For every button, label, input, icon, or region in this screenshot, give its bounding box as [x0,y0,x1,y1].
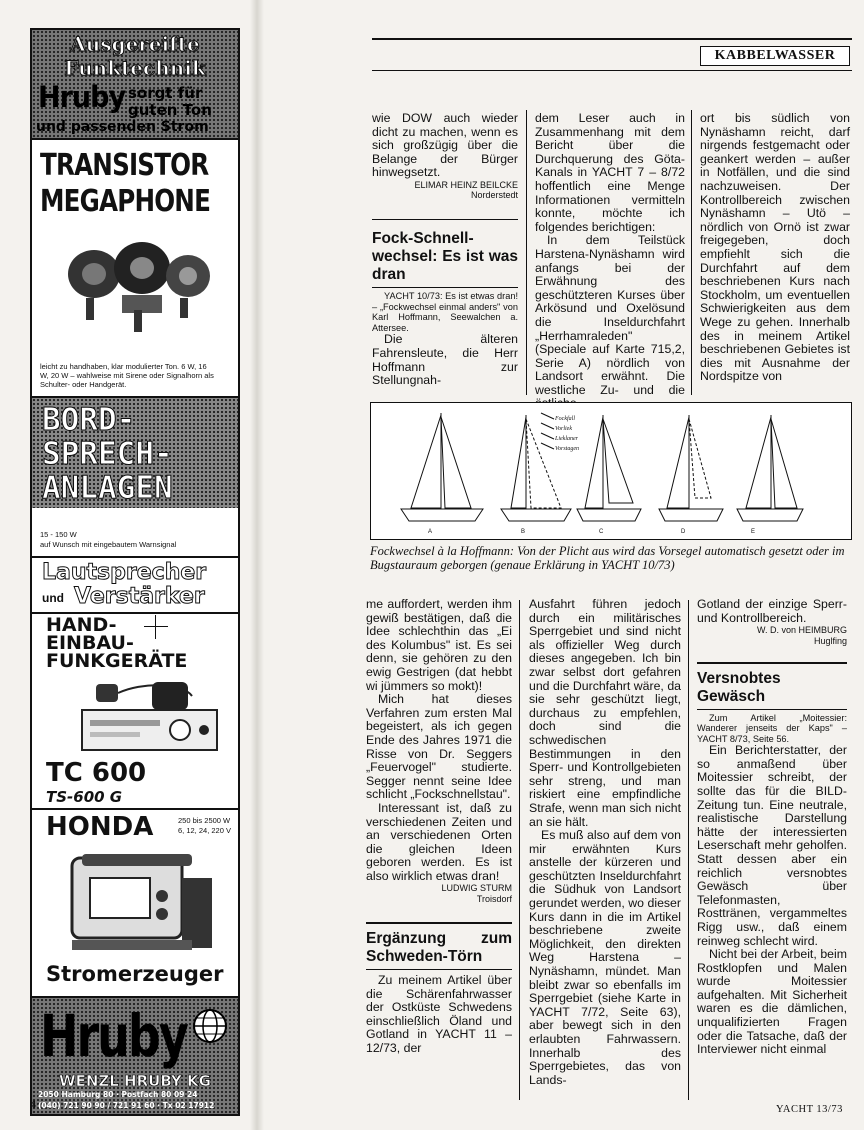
col4-headline-rule [366,922,512,924]
header-rule [372,38,852,40]
column-3 [700,112,850,384]
honda-spec-1: 250 bis 2500 W [178,816,231,825]
funk-title-3: FUNKGERÄTE [46,650,188,672]
ad-heading-line-1: Ausgereifte [70,32,200,56]
col4-paragraph-1: me auffordert, werden ihm gewiß bestätigen, daß die Idee schlechthin das „Ei des Kolumbus" ist. Es sei denn, sie gehören zu den ewig Gestrigen (dat hebbt wi jümmers so mokt)! [366,597,512,693]
ad-megaphone-section [32,138,238,396]
col6-paragraph-3: Nicht bei der Arbeit, beim Rostklopfen und Malen wurde Moitessier aufgehalten. Mit Sicherheit waren es die dämlichen, unqualifizierten Fragen oder die Tatsache, daß der Interviewer nicht einmal [697,947,847,1057]
col4-signature-name: LUDWIG STURM [441,883,512,894]
col4-paragraph-4: Zu meinem Artikel über die Schärenfahrwasser der Ostküste Schwedens einschließlich Öland und Gotland in YACHT 11 – 12/73, der [366,972,512,1055]
column-rule-1 [526,110,527,395]
bord-title-2: SPRECH- [42,436,173,472]
column-rule-3 [519,600,520,1100]
col4-headline: Ergänzung zum Schweden-Törn [366,929,512,965]
ad-funk-section [32,612,238,808]
column-2 [535,112,685,411]
col6-headline-rule [697,662,847,664]
bord-title-1: BORD- [42,402,136,438]
column-1 [372,112,518,388]
ad-heading-line-2: Funktechnik [64,56,206,80]
col5-paragraph-1: Ausfahrt führen jedoch durch ein militärisches Sperrgebiet und sind nicht als offizieller Weg durch dieses angegeben. Ich bin zwar selbst dort gefahren und die Durchfahrt wäre, da sie sehr geschützt liegt, durchaus zu empfehlen, doch sind die schwedischen Bestimmungen in den Sperr- und Kontrollgebieten sehr streng, und man riskiert eine empfindliche Strafe, wenn man sich nicht an sie hält. [529,597,681,829]
ad-heading-block [32,30,238,138]
col6-headline: Versnobtes Gewäsch [697,669,781,705]
boat-c [577,415,641,521]
col1-headline-rule [372,219,518,221]
header-rule-2 [372,70,852,71]
col4-paragraph-2: Mich hat dieses Verfahren zum ersten Mal begeistert, als ich gegen Ende des Jahres 1971 die Risse von Dr. Seggers „Feuervogel" studierte. Segger nennt seine Idee schlicht „Fockschnellstau". [366,692,512,802]
panel-label-b: B [521,529,526,535]
column-rule-2 [691,110,692,395]
ad-brand-logo: Hruby [38,80,126,115]
panel-label-c: C [599,529,604,535]
label-fockfall: Fockfall [555,416,575,422]
bord-watt: 15 - 150 W [40,530,77,539]
col2-paragraph-2: In dem Teilstück Harstena-Nynäshamn wird anfangs bei der Erwähnung des geschützteren Kurses über Arkösund und Oxelösund die Inseldurchfahrt „Herrhamraleden" (Speciale auf Karte 715,2, Serie A) nördlich von Landsort erwähnt. Die westliche Zu- und die [535,233,685,397]
section-label-text: KABBELWASSER [714,48,836,63]
honda-label: Stromerzeuger [46,962,224,986]
boat-d [659,415,723,521]
col1-headline: Fock-Schnell-wechsel: Es ist was dran [372,230,518,284]
label-lieklaner: Lieklaner [555,436,578,442]
funk-plus-mark [144,626,168,627]
col6-paragraph-1: Gotland der einzige Sperr- und Kontrollbereich. [697,597,847,625]
company-name: WENZL HRUBY KG [59,1072,211,1090]
honda-spec-2: 6, 12, 24, 220 V [178,826,231,835]
col1-signature-place: Norderstedt [470,190,518,201]
label-vorstagen: Vorstagen [555,446,579,452]
speaker-line-1: Lautsprecher [42,560,207,585]
ad-slogan-2: guten Ton [128,101,212,119]
page-footer: YACHT 13/73 [776,1104,843,1115]
boat-e [737,415,803,521]
ad-honda-section [32,808,238,996]
section-label [700,46,850,66]
label-vorliek: Vorliek [555,426,572,432]
company-logo: Hruby [40,1002,187,1070]
megaphone-description: leicht zu handhaben, klar modulierter Ton. 6 W, 16 W, 20 W – wahlweise mit Sirene oder Signalhorn als Schulter- oder Handgerät. [40,362,214,389]
column-5 [529,598,681,1087]
col4-lead-rule [366,969,512,970]
col6-lead-rule [697,709,847,710]
figure-caption: Fockwechsel à la Hoffmann: Von der Plicht aus wird das Vorsegel automatisch gesetzt oder im Bugstauraum geborgen (genaue Erklärung in YACHT 10/73) [370,544,845,572]
figure-box [370,402,852,540]
panel-label-e: E [751,529,756,535]
ad-slogan-1: sorgt für [128,84,203,102]
funk-plus-mark-v [155,615,156,639]
col1-lead-rule [372,287,518,288]
col1-paragraph-1: wie DOW auch wieder dicht zu machen, wenn es sich großzügig über die Belange der Bürger hinwegsetzt. [372,111,518,180]
funk-submodel: TS-600 G [46,788,123,806]
col6-paragraph-2: Ein Berichterstatter, der so anmaßend über Moitessier schreibt, der sollte das für die BILD-Zeitung tun. Eine neutrale, realistische Darstellung hätte der interessierten Leserschaft mehr geholfen. Statt dessen aber ein reichlich versnobtes Gewäsch über Telefonmasten, Rosttränen, vergammeltes Rigg usw., daß einem reinweg schlecht wird. [697,743,847,948]
col1-paragraph-2: Die älteren Fahrensleute, die Herr Hoffmann zur Stellungnah- [372,332,518,388]
megaphone-title-1: TRANSISTOR [40,148,209,183]
col4-paragraph-3: Interessant ist, daß zu verschiedenen Zeiten und an verschiedenen Orten die gleichen Ideen geboren werden. Es ist also wirklich etwas dran! [366,800,512,883]
page-number: 4 [30,1097,36,1111]
ad-slogan-3: und passenden Strom [36,119,209,135]
ad-company-section [32,996,238,1114]
gutter-shadow [250,0,264,1130]
megaphone-title-2: MEGAPHONE [40,184,211,219]
honda-brand: HONDA [46,812,154,842]
speaker-line-2: Verstärker [74,584,205,609]
col4-signature-place: Troisdorf [476,893,512,904]
col5-paragraph-2: Es muß also auf dem von mir erwähnten Kurs anstelle der kürzeren und geschützten Inseldurchfahrt die Südhuk von Landsort gerundet werden, wo dieser Kurs dann in die im Artikel beschriebene zweite Möglichkeit, den direkten Weg Harstena – Nynäshamn, mündet. Man bleibt zwar so ebenfalls im Sperrgebiet (siehe Karte in YACHT 7/72, Seite 63), aber bewegt sich in den erlaubten Fahrwassern. Innerhalb des Sperrgebietes, das von Lands- [529,828,681,1087]
funk-model: TC 600 [46,758,147,788]
company-address-1: 2050 Hamburg 80 · Postfach 80 09 24 [38,1090,198,1099]
globe-icon [192,1008,228,1044]
funk-title-2: EINBAU- [46,632,134,654]
generator-illustration [52,848,222,958]
col6-signature-place: Huglfing [813,635,847,646]
ad-bord-section [32,396,238,556]
funk-title-1: HAND- [46,614,117,636]
bord-warnsignal: auf Wunsch mit eingebautem Warnsignal [40,540,177,549]
radio-illustration [72,676,222,754]
column-4 [366,598,512,1056]
column-rule-4 [688,600,689,1100]
col1-signature-name: ELIMAR HEINZ BEILCKE [414,179,518,190]
megaphone-illustration [62,240,212,335]
boat-a [401,413,483,521]
col6-lead: Zum Artikel „Moitessier: Wanderer jenseits der Kaps" – YACHT 8/73, Seite 56. [697,712,847,744]
panel-label-a: A [428,529,433,535]
col1-lead: YACHT 10/73: Es ist etwas dran! – „Fockwechsel einmal anders" von Karl Hoffmann, Seewalchen a. Attersee. [372,291,518,333]
fock-diagram [371,403,850,538]
hruby-advertisement [30,28,240,1116]
speaker-und: und [42,591,64,605]
bord-title-3: ANLAGEN [42,470,173,506]
panel-label-d: D [681,529,686,535]
bord-text-box [32,508,238,558]
company-address-2: (040) 721 90 90 / 721 91 60 · Tx 02 17912 [38,1101,215,1110]
col3-paragraph-1: ort bis südlich von Nynäshamn reicht, darf nirgends festgemacht oder geankert werden – außer in Notfällen, und die sind nachzuweisen. Der Kontrollbereich zwischen Nynäshamn – Utö – nördlich von Ornö ist zwar freigegeben, doch empfiehlt sich die Durchfahrt auf dem beschriebenen Kurs nach Stockholm, um eventuellen Schwierigkeiten aus dem Wege zu gehen. Innerhalb des in meinem Artikel beschriebenen Gebietes ist dies mit Ausnahme der Nordspitze von [700,111,850,384]
ad-speaker-section [32,556,238,612]
col6-signature-name: W. D. von HEIMBURG [756,625,847,636]
col2-paragraph-1: dem Leser auch in Zusammenhang mit dem Bericht über die Durchquerung des Göta-Kanals in YACHT 7 – 8/72 hoffentlich eine Menge Informationen vermitteln konnte, möchte ich folgendes berichtigen: [535,111,685,234]
column-6 [697,598,847,1057]
